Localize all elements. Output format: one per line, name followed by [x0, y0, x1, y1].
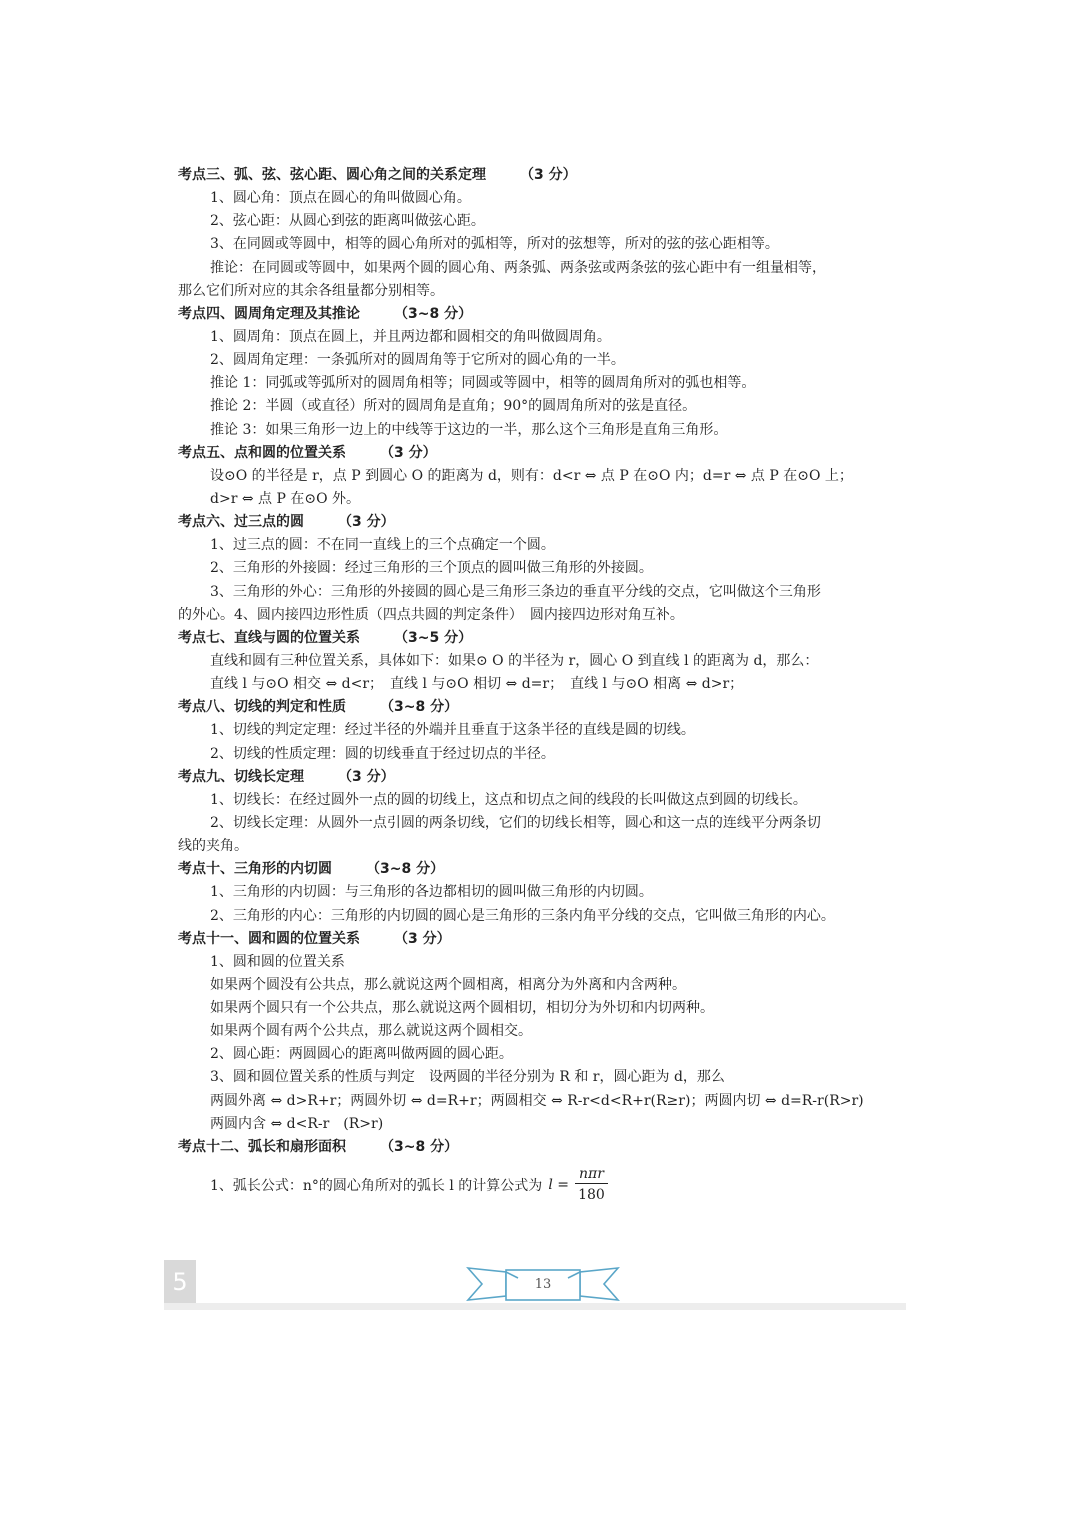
text-line	[178, 812, 894, 835]
line-text: 2、圆心距：两圆圆心的距离叫做两圆的圆心距。	[210, 1046, 513, 1063]
section-heading	[178, 303, 894, 326]
text-line	[178, 789, 894, 812]
line-text: 3、在同圆或等圆中，相等的圆心角所对的弧相等，所对的弦想等，所对的弦的弦心距相等。	[210, 236, 779, 253]
text-line	[178, 673, 894, 696]
text-line	[178, 1066, 894, 1089]
line-text: 直线 l 与⊙O 相交 ⇔ d<r； 直线 l 与⊙O 相切 ⇔ d=r； 直线 l 与⊙O 相离 ⇔ d>r；	[210, 676, 744, 693]
heading-score: （3 分）	[520, 167, 577, 183]
heading-title: 考点八、切线的判定和性质	[178, 699, 346, 716]
heading-title: 考点七、直线与圆的位置关系	[178, 629, 360, 646]
heading-score: （3 分）	[338, 768, 395, 785]
line-text: 推论 3：如果三角形一边上的中线等于这边的一半，那么这个三角形是直角三角形。	[210, 421, 728, 438]
line-text: 推论 2：半圆（或直径）所对的圆周角是直角；90°的圆周角所对的弦是直径。	[210, 398, 697, 415]
heading-score: （3 分）	[380, 444, 437, 461]
formula-text: 1、弧长公式：n°的圆心角所对的弧长 l 的计算公式为	[210, 1177, 543, 1194]
text-line	[178, 997, 894, 1020]
text-line	[178, 210, 894, 233]
heading-title: 考点四、圆周角定理及其推论	[178, 305, 360, 322]
line-text: 1、过三点的圆：不在同一直线上的三个点确定一个圆。	[210, 537, 555, 554]
page-number-ribbon	[466, 1262, 620, 1306]
section-heading	[178, 858, 894, 881]
text-line	[178, 534, 894, 557]
line-text: 两圆内含 ⇔ d<R-r (R>r)	[210, 1115, 384, 1132]
heading-score: （3~5 分）	[394, 629, 473, 646]
text-line	[178, 557, 894, 580]
footer-bar	[164, 1303, 906, 1310]
line-text: 2、弦心距：从圆心到弦的距离叫做弦心距。	[210, 213, 485, 230]
text-line	[178, 743, 894, 766]
text-line	[178, 349, 894, 372]
formula-denominator: 180	[578, 1187, 605, 1203]
text-line	[178, 233, 894, 256]
line-text: 1、圆心角：顶点在圆心的角叫做圆心角。	[210, 190, 471, 207]
text-line	[178, 1020, 894, 1043]
line-text: 线的夹角。	[178, 838, 248, 855]
line-text: 1、三角形的内切圆：与三角形的各边都相切的圆叫做三角形的内切圆。	[210, 884, 653, 901]
section-heading	[178, 164, 894, 187]
text-line	[178, 488, 894, 511]
text-line	[178, 187, 894, 210]
text-line	[178, 419, 894, 442]
text-line	[178, 257, 894, 280]
page-number: 13	[534, 1276, 552, 1292]
section-heading	[178, 627, 894, 650]
text-line	[178, 1113, 894, 1136]
text-line	[178, 974, 894, 997]
formula-fraction	[575, 1166, 608, 1203]
heading-score: （3 分）	[338, 514, 395, 531]
section-heading	[178, 696, 894, 719]
line-text: 1、圆周角：顶点在圆上，并且两边都和圆相交的角叫做圆周角。	[210, 328, 611, 345]
line-text: 直线和圆有三种位置关系，具体如下：如果⊙ O 的半径为 r，圆心 O 到直线 l 的距离为 d，那么：	[210, 652, 819, 669]
section-heading	[178, 766, 894, 789]
line-text: 推论 1：同弧或等弧所对的圆周角相等；同圆或等圆中，相等的圆周角所对的弧也相等。	[210, 375, 756, 392]
heading-score: （3~8 分）	[380, 1138, 459, 1155]
line-text: 如果两个圆没有公共点，那么就说这两个圆相离，相离分为外离和内含两种。	[210, 976, 686, 993]
section-heading	[178, 1136, 894, 1159]
section-heading	[178, 928, 894, 951]
formula-numerator: nπr	[575, 1166, 608, 1184]
line-text: 如果两个圆有两个公共点，那么就说这两个圆相交。	[210, 1023, 532, 1040]
text-line	[178, 581, 894, 604]
section-heading	[178, 511, 894, 534]
section-heading	[178, 442, 894, 465]
line-text: 2、三角形的外接圆：经过三角形的三个顶点的圆叫做三角形的外接圆。	[210, 560, 653, 577]
line-text: 2、切线长定理：从圆外一点引圆的两条切线，它们的切线长相等，圆心和这一点的连线平分两条切	[210, 814, 821, 831]
text-line	[178, 650, 894, 673]
text-line	[178, 1043, 894, 1066]
line-text: 推论：在同圆或等圆中，如果两个圆的圆心角、两条弧、两条弦或两条弦的弦心距中有一组量相等，	[210, 259, 826, 276]
text-line	[178, 465, 894, 488]
heading-title: 考点十、三角形的内切圆	[178, 861, 332, 878]
line-text: 如果两个圆只有一个公共点，那么就说这两个圆相切，相切分为外切和内切两种。	[210, 1000, 714, 1017]
heading-title: 考点六、过三点的圆	[178, 514, 304, 531]
text-line	[178, 881, 894, 904]
line-text: 1、切线的判定定理：经过半径的外端并且垂直于这条半径的直线是圆的切线。	[210, 722, 695, 739]
line-text: 那么它们所对应的其余各组量都分别相等。	[178, 282, 444, 299]
text-line	[178, 604, 894, 627]
line-text: 2、切线的性质定理：圆的切线垂直于经过切点的半径。	[210, 745, 555, 762]
line-text: 1、圆和圆的位置关系	[210, 953, 345, 970]
heading-title: 考点五、点和圆的位置关系	[178, 444, 346, 461]
line-text: 2、三角形的内心：三角形的内切圆的圆心是三角形的三条内角平分线的交点，它叫做三角形的内心。	[210, 907, 835, 924]
text-line	[178, 280, 894, 303]
heading-title: 考点十二、弧长和扇形面积	[178, 1138, 346, 1155]
line-text: 两圆外离 ⇔ d>R+r；两圆外切 ⇔ d=R+r；两圆相交 ⇔ R-r<d<R+r(R≥r)；两圆内切 ⇔ d=R-r(R>r)	[210, 1092, 864, 1109]
heading-title: 考点九、切线长定理	[178, 768, 304, 785]
text-line	[178, 1090, 894, 1113]
heading-score: （3~8 分）	[394, 305, 473, 322]
formula-lhs: l =	[548, 1176, 569, 1193]
line-text: 2、圆周角定理：一条弧所对的圆周角等于它所对的圆心角的一半。	[210, 352, 625, 369]
line-text: 的外心。4、圆内接四边形性质（四点共圆的判定条件） 圆内接四边形对角互补。	[178, 606, 684, 623]
text-line	[178, 905, 894, 928]
text-line	[178, 951, 894, 974]
text-line	[178, 835, 894, 858]
line-text: 3、圆和圆位置关系的性质与判定 设两圆的半径分别为 R 和 r，圆心距为 d，那么	[210, 1069, 725, 1086]
heading-score: （3~8 分）	[380, 699, 459, 716]
text-line	[178, 395, 894, 418]
line-text: 设⊙O 的半径是 r，点 P 到圆心 O 的距离为 d，则有：d<r ⇔ 点 P 在⊙O 内；d=r ⇔ 点 P 在⊙O 上；	[210, 467, 853, 484]
line-text: d>r ⇔ 点 P 在⊙O 外。	[210, 490, 360, 507]
heading-title: 考点十一、圆和圆的位置关系	[178, 930, 360, 947]
arc-length-formula	[210, 1166, 608, 1203]
heading-score: （3~8 分）	[366, 861, 445, 878]
heading-title: 考点三、弧、弦、弦心距、圆心角之间的关系定理	[178, 167, 486, 183]
heading-score: （3 分）	[394, 930, 451, 947]
text-line	[178, 719, 894, 742]
line-text: 3、三角形的外心：三角形的外接圆的圆心是三角形三条边的垂直平分线的交点，它叫做这个三角形	[210, 583, 821, 600]
text-line	[178, 326, 894, 349]
line-text: 1、切线长：在经过圆外一点的圆的切线上，这点和切点之间的线段的长叫做这点到圆的切线长。	[210, 791, 807, 808]
page-tab: 5	[164, 1260, 196, 1304]
document-body	[178, 164, 894, 1159]
text-line	[178, 372, 894, 395]
